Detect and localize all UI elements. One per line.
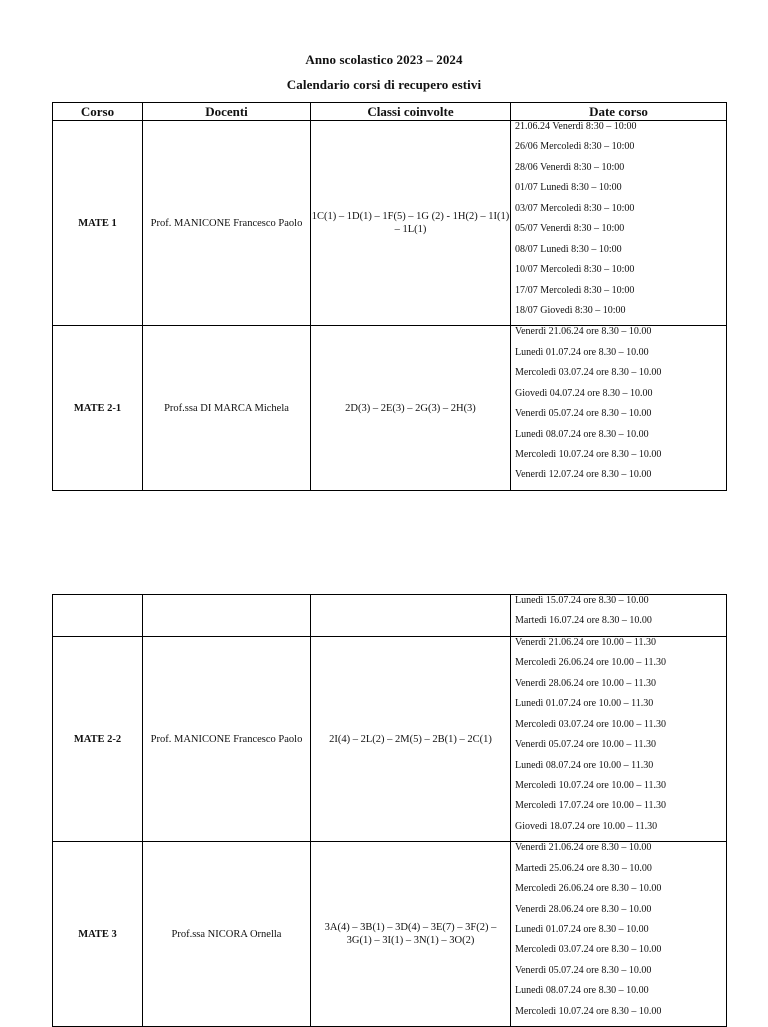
header-classi-coinvolte: Classi coinvolte	[311, 103, 511, 121]
table-header-row	[53, 103, 727, 121]
course-cell: MATE 1	[53, 121, 143, 326]
date-line: Mercoledì 03.07.24 ore 8.30 – 10.00	[515, 944, 662, 956]
date-line: Lunedì 01.07.24 ore 8.30 – 10.00	[515, 346, 649, 358]
date-line: Venerdì 28.06.24 ore 10.00 – 11.30	[515, 677, 656, 689]
document-subtitle: Calendario corsi di recupero estivi	[286, 77, 482, 92]
date-line: Venerdì 05.07.24 ore 8.30 – 10.00	[515, 408, 652, 420]
empty-cell	[143, 595, 311, 637]
schedule-table-page-2	[52, 594, 727, 1027]
date-line: 10/07 Mercoledì 8:30 – 10:00	[515, 264, 635, 276]
date-line: Mercoledì 10.07.24 ore 8.30 – 10.00	[515, 1005, 662, 1017]
date-line: Lunedì 15.07.24 ore 8.30 – 10.00	[515, 595, 649, 606]
classes-cell: 2D(3) – 2E(3) – 2G(3) – 2H(3)	[311, 326, 511, 491]
date-line: Lunedì 08.07.24 ore 8.30 – 10.00	[515, 985, 649, 997]
date-line: 21.06.24 Venerdì 8:30 – 10:00	[515, 121, 637, 132]
date-line: 05/07 Venerdì 8:30 – 10:00	[515, 223, 625, 235]
date-line: 03/07 Mercoledì 8:30 – 10:00	[515, 202, 635, 214]
date-line: Giovedì 04.07.24 ore 8.30 – 10.00	[515, 387, 653, 399]
date-line: Venerdì 28.06.24 ore 8.30 – 10.00	[515, 903, 652, 915]
dates-cell	[511, 842, 727, 1027]
classes-cell: 3A(4) – 3B(1) – 3D(4) – 3E(7) – 3F(2) – 3G(1) – 3I(1) – 3N(1) – 3O(2)	[311, 842, 511, 1027]
dates-cell	[511, 636, 727, 841]
document-title: Anno scolastico 2023 – 2024	[305, 52, 463, 67]
date-line: Giovedì 18.07.24 ore 10.00 – 11.30	[515, 820, 658, 832]
classes-cell: 2I(4) – 2L(2) – 2M(5) – 2B(1) – 2C(1)	[311, 636, 511, 841]
date-line: 01/07 Lunedì 8:30 – 10:00	[515, 182, 622, 194]
date-line: 28/06 Venerdì 8:30 – 10:00	[515, 161, 625, 173]
continuation-row	[53, 595, 727, 637]
empty-cell	[53, 595, 143, 637]
date-line: Martedì 25.06.24 ore 8.30 – 10.00	[515, 862, 652, 874]
date-line: 08/07 Lunedì 8:30 – 10:00	[515, 243, 622, 255]
date-line: 26/06 Mercoledì 8:30 – 10:00	[515, 141, 635, 153]
date-line: Martedì 16.07.24 ore 8.30 – 10.00	[515, 615, 652, 627]
date-line: Mercoledì 26.06.24 ore 10.00 – 11.30	[515, 657, 666, 669]
header-corso: Corso	[53, 103, 143, 121]
table-row	[53, 326, 727, 491]
course-cell: MATE 3	[53, 842, 143, 1027]
schedule-table-page-1	[52, 102, 727, 491]
course-cell: MATE 2-2	[53, 636, 143, 841]
date-line: Venerdì 21.06.24 ore 8.30 – 10.00	[515, 842, 652, 854]
date-line: Venerdì 12.07.24 ore 8.30 – 10.00	[515, 469, 652, 481]
table-row	[53, 636, 727, 841]
teacher-cell: Prof. MANICONE Francesco Paolo	[143, 636, 311, 841]
teacher-cell: Prof. MANICONE Francesco Paolo	[143, 121, 311, 326]
date-line: 18/07 Giovedì 8:30 – 10:00	[515, 304, 626, 316]
date-line: Venerdì 05.07.24 ore 10.00 – 11.30	[515, 739, 656, 751]
teacher-cell: Prof.ssa NICORA Ornella	[143, 842, 311, 1027]
date-line: Mercoledì 03.07.24 ore 10.00 – 11.30	[515, 718, 666, 730]
header-docenti: Docenti	[143, 103, 311, 121]
teacher-cell: Prof.ssa DI MARCA Michela	[143, 326, 311, 491]
dates-cell	[511, 121, 727, 326]
dates-cell	[511, 595, 727, 637]
date-line: Mercoledì 10.07.24 ore 10.00 – 11.30	[515, 779, 666, 791]
dates-cell	[511, 326, 727, 491]
date-line: Mercoledì 03.07.24 ore 8.30 – 10.00	[515, 367, 662, 379]
date-line: Lunedì 08.07.24 ore 8.30 – 10.00	[515, 428, 649, 440]
date-line: Lunedì 01.07.24 ore 8.30 – 10.00	[515, 924, 649, 935]
date-line: Venerdì 05.07.24 ore 8.30 – 10.00	[515, 964, 652, 976]
date-line: 17/07 Mercoledì 8:30 – 10:00	[515, 284, 635, 296]
date-line: Lunedì 01.07.24 ore 10.00 – 11.30	[515, 698, 654, 710]
table-row	[53, 842, 727, 1027]
date-line: Mercoledì 26.06.24 ore 8.30 – 10.00	[515, 883, 662, 895]
date-line: Mercoledì 17.07.24 ore 10.00 – 11.30	[515, 800, 666, 812]
table-row	[53, 121, 727, 326]
date-line: Venerdì 21.06.24 ore 8.30 – 10.00	[515, 326, 652, 338]
empty-cell	[311, 595, 511, 637]
header-date-corso: Date corso	[511, 103, 727, 121]
date-line: Mercoledì 10.07.24 ore 8.30 – 10.00	[515, 449, 662, 460]
classes-cell: 1C(1) – 1D(1) – 1F(5) – 1G (2) - 1H(2) – 1I(1) – 1L(1)	[311, 121, 511, 326]
date-line: Venerdì 21.06.24 ore 10.00 – 11.30	[515, 636, 656, 648]
date-line: Lunedì 08.07.24 ore 10.00 – 11.30	[515, 759, 654, 771]
course-cell: MATE 2-1	[53, 326, 143, 491]
